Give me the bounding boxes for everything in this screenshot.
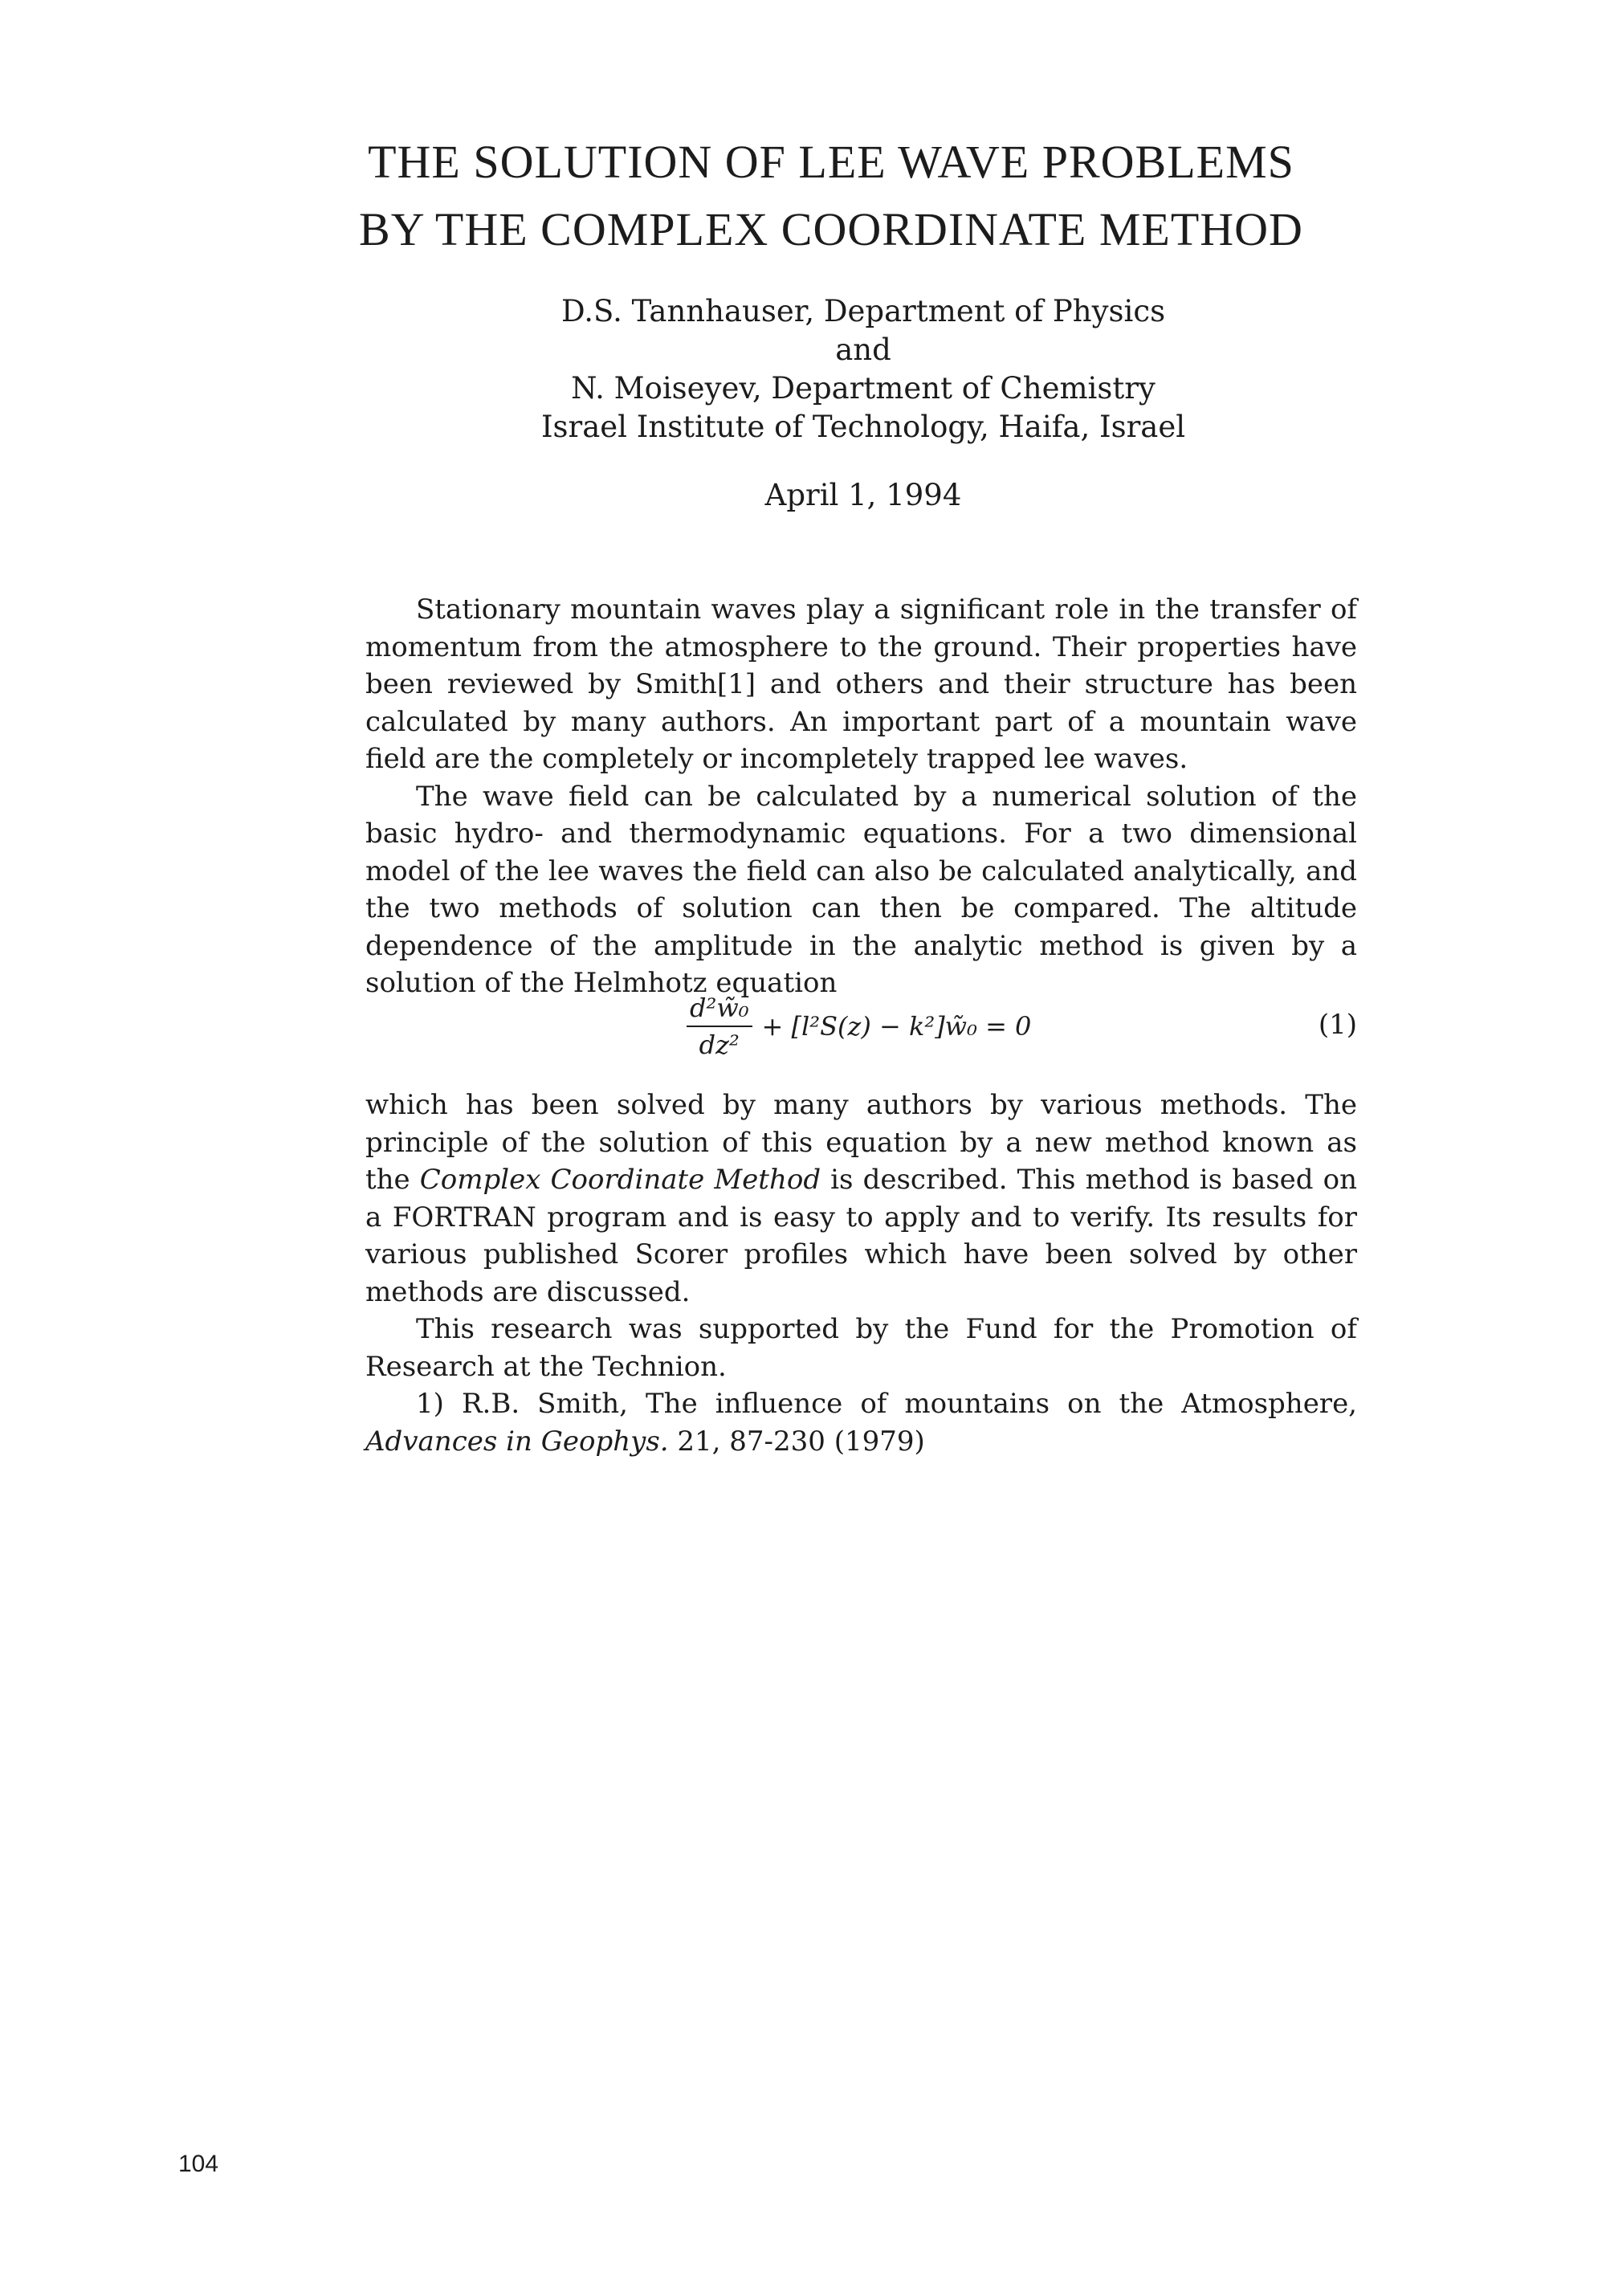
author-1: D.S. Tannhauser, Department of Physics	[560, 294, 1166, 328]
equation-fraction	[687, 993, 752, 1060]
paragraph-2: The wave field can be calculated by a numerical solution of the basic hydro- and thermodynamic equations. For a two dimensional model of the lee waves the field can also be calculated analytically, and the two methods of solution can then be compared. The altitude dependence of the amplitude in the analytic method is given by a solution of the Helmhotz equation	[365, 780, 1357, 999]
publication-date: April 1, 1994	[764, 478, 962, 512]
affiliation: Israel Institute of Technology, Haifa, Israel	[540, 410, 1186, 444]
reference-1	[365, 1385, 1357, 1460]
equation-numerator: d²w̃₀	[690, 993, 749, 1023]
acknowledgement: This research was supported by the Fund for the Promotion of Research at the Technion.	[365, 1313, 1357, 1383]
equation-terms: + [l²S(z) − k²]w̃₀ = 0	[761, 1011, 1032, 1042]
title-line-2: BY THE COMPLEX COORDINATE METHOD	[359, 203, 1303, 255]
reference-text-b: 21, 87-230 (1979)	[677, 1425, 925, 1458]
author-conjunction: and	[835, 332, 891, 367]
paper-title	[241, 128, 1421, 263]
reference-journal: Advances in Geophys.	[365, 1425, 669, 1458]
fraction-bar	[687, 1026, 752, 1027]
reference-text-a: 1) R.B. Smith, The influence of mountains on the Atmosphere,	[416, 1388, 1357, 1420]
equation-denominator: dz²	[699, 1030, 740, 1060]
body-section	[365, 1087, 1357, 1460]
equation-1	[365, 986, 1357, 1066]
author-2: N. Moiseyev, Department of Chemistry	[571, 371, 1156, 406]
equation-number: (1)	[1318, 1009, 1357, 1041]
equation-body	[687, 986, 1031, 1066]
paragraph-3	[365, 1087, 1357, 1311]
page-number: 104	[178, 2151, 219, 2177]
paragraph-1: Stationary mountain waves play a significant role in the transfer of momentum from the atmosphere to the ground. Their properties have been reviewed by Smith[1] and others and their structure has been calculated by many authors. An important part of a mountain wave field are the completely or incompletely trapped lee waves.	[365, 593, 1357, 775]
paragraph-3-text-b: is described. This method is based on a FORTRAN program and is easy to apply and to verify. Its results for various published Scorer profiles which have been solved by other methods are discussed.	[365, 1164, 1357, 1308]
author-block	[402, 292, 1325, 447]
title-line-1: THE SOLUTION OF LEE WAVE PROBLEMS	[368, 136, 1294, 188]
paragraph-3-text-a: which has been solved by many authors by various methods. The principle of the solution of this equation by a new method known as the	[365, 1089, 1357, 1196]
abstract-section	[365, 591, 1357, 1002]
method-name: Complex Coordinate Method	[419, 1164, 821, 1196]
